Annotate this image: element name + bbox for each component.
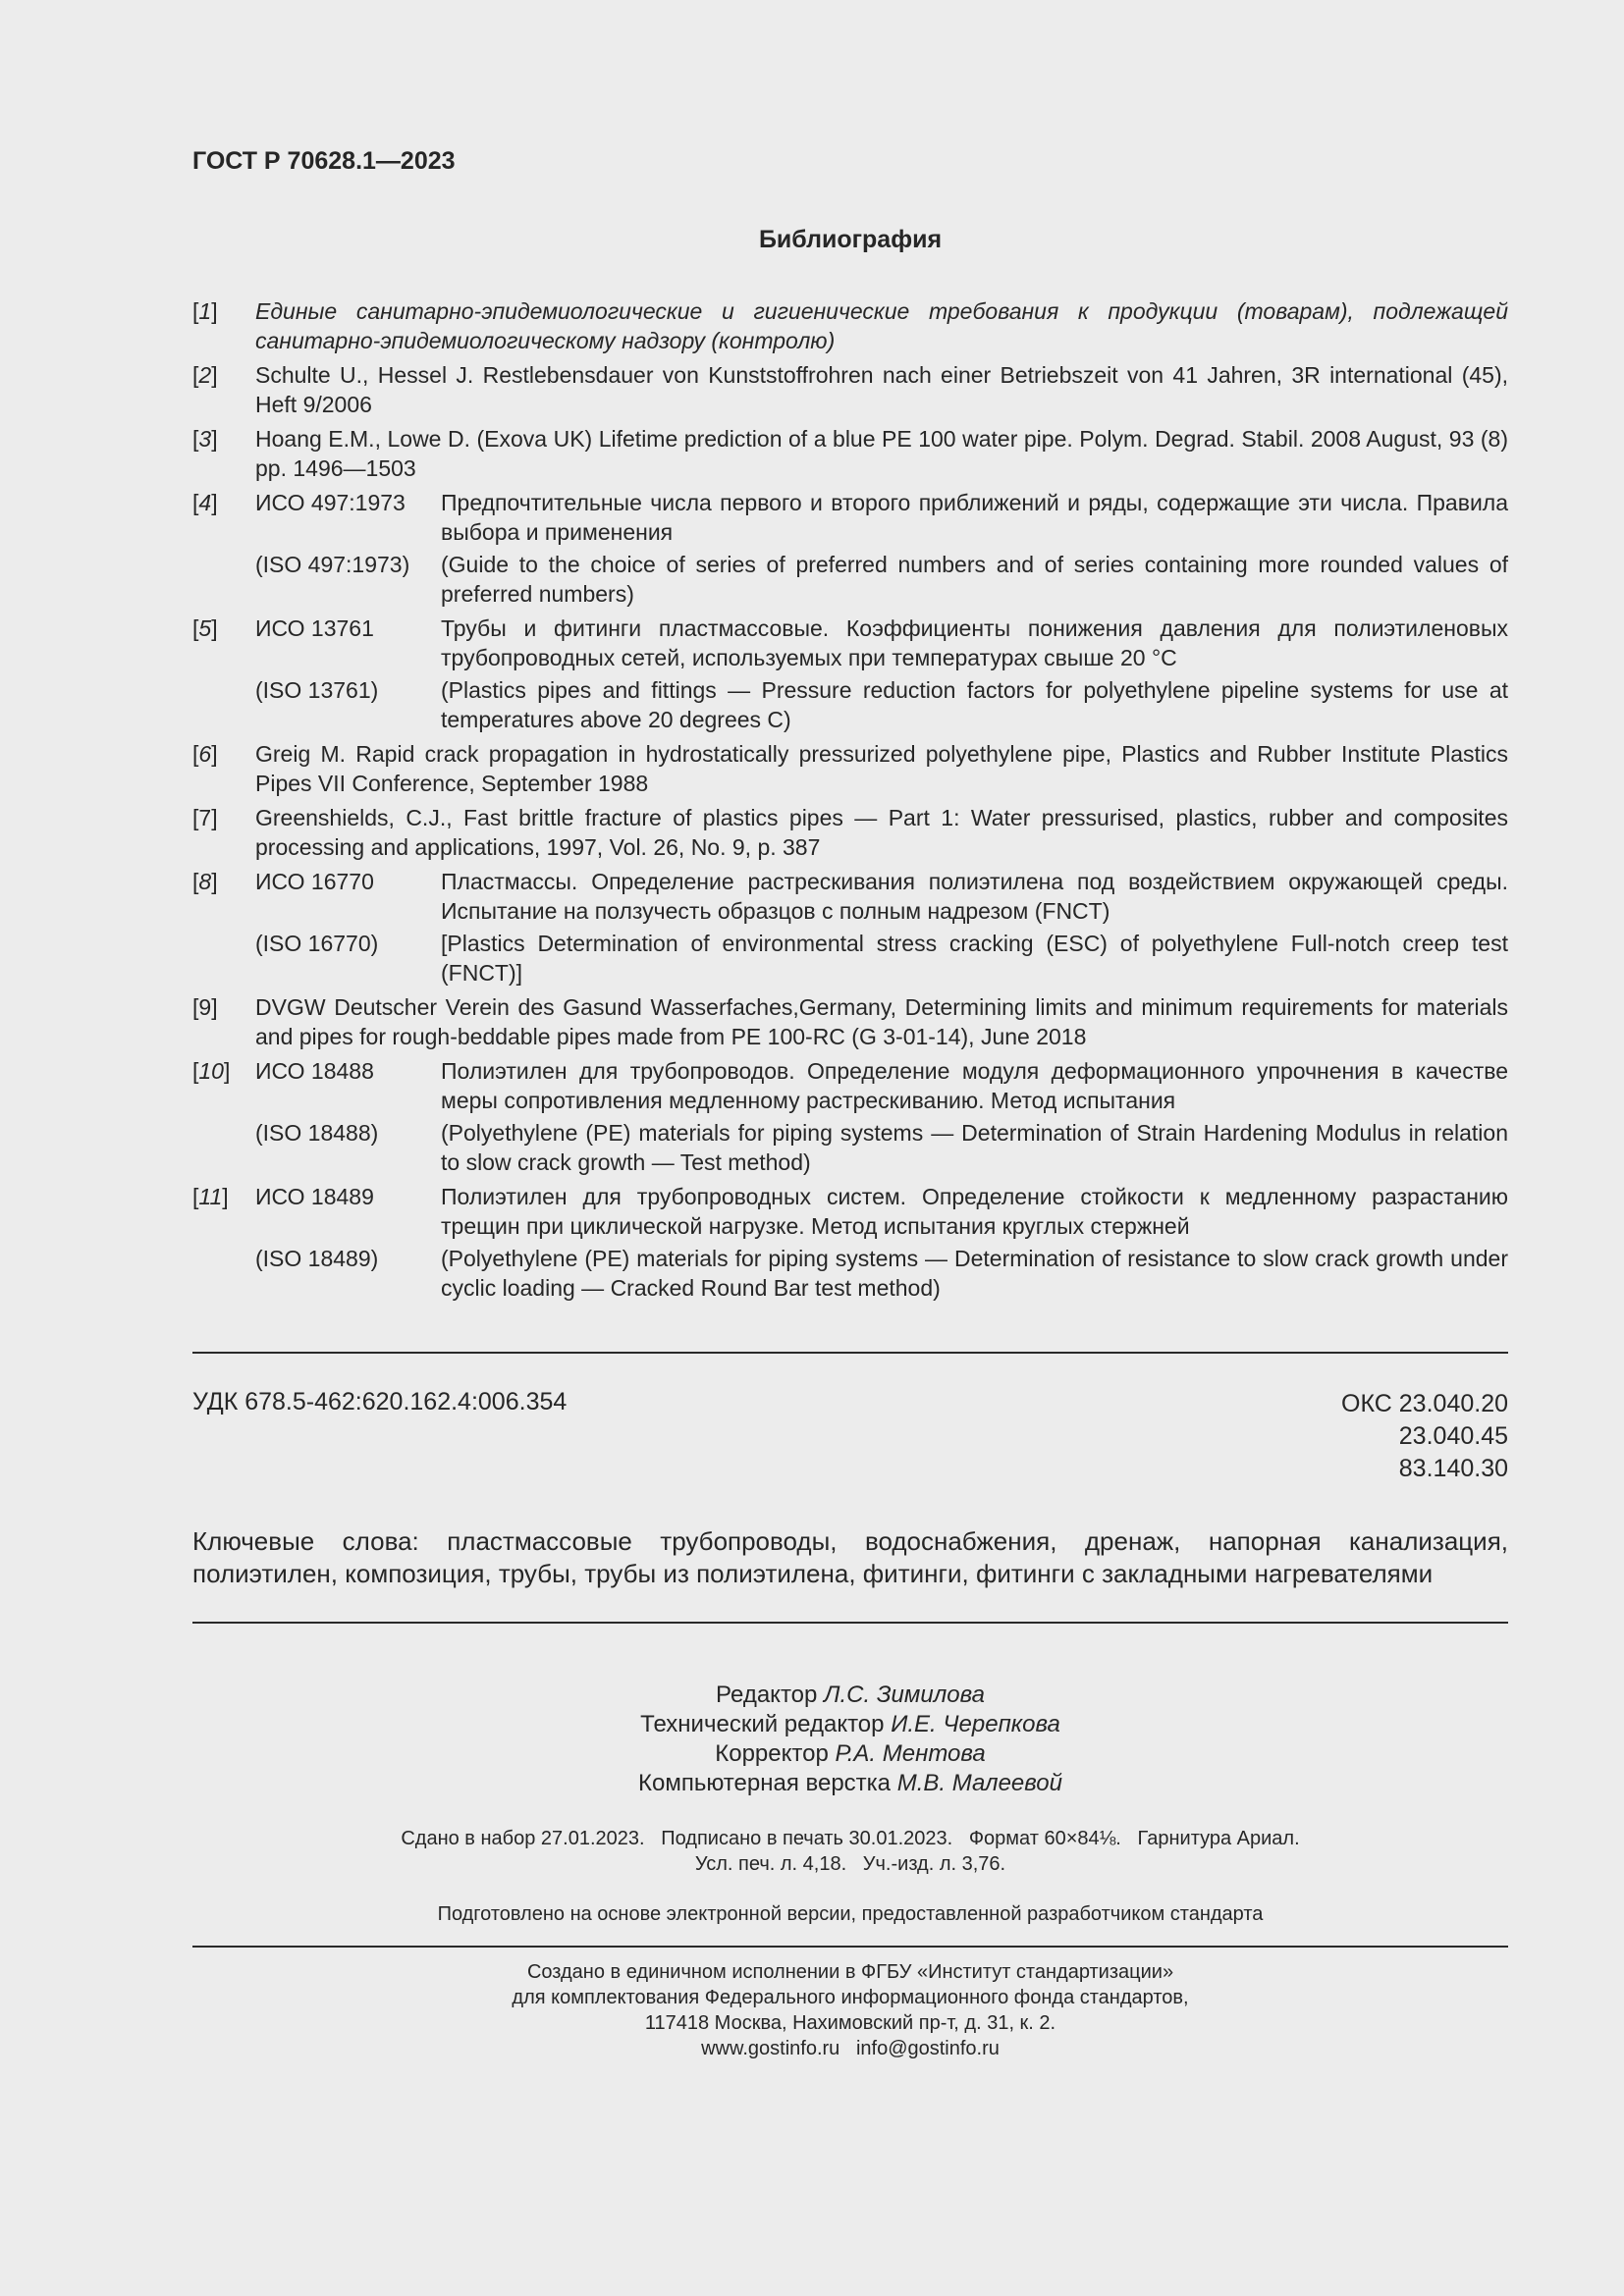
credit-line — [192, 1681, 1508, 1710]
document-code: ГОСТ Р 70628.1—2023 — [192, 147, 456, 175]
credit-line — [192, 1739, 1508, 1769]
credit-name: Л.С. Зимилова — [824, 1682, 985, 1708]
print-info-line: Усл. печ. л. 4,18. Уч.-изд. л. 3,76. — [694, 1853, 1006, 1875]
prepared-note: Подготовлено на основе электронной версии, предоставленной разработчиком стандарта — [437, 1903, 1264, 1925]
entry-number: 8 — [198, 869, 212, 894]
keywords: Ключевые слова: пластмассовые трубопроводы, водоснабжения, дренаж, напорная канализация, полиэтилен, композиция, трубы, трубы из полиэтилена, фитинги, фитинги с закладными нагревателями — [192, 1526, 1508, 1588]
bibliography-entry: [3] Hoang E.M., Lowe D. (Exova UK) Lifetime prediction of a blue PE 100 water pipe. Polym. Degrad. Stabil. 2008 August, 93 (8) pp. 1496—1503 — [192, 426, 1508, 481]
entry-number: 5 — [198, 615, 212, 641]
entry-number: 7 — [198, 805, 212, 830]
credit-role: Редактор — [716, 1682, 818, 1708]
oks-code: 23.040.45 — [1398, 1422, 1508, 1450]
credit-role: Корректор — [715, 1740, 829, 1767]
credit-name: И.Е. Черепкова — [891, 1711, 1060, 1737]
standard-code: ИСО 497:1973 — [255, 490, 406, 515]
oks-code: 23.040.20 — [1398, 1390, 1508, 1417]
standard-code: ИСО 13761 — [255, 615, 374, 641]
oks-code: 83.140.30 — [1398, 1455, 1508, 1482]
entry-number: 4 — [198, 490, 212, 515]
bibliography-entry: [2] Schulte U., Hessel J. Restlebensdauer von Kunststoffrohren nach einer Betriebszeit von 41 Jahren, 3R international (45), Heft 9/2006 — [192, 362, 1508, 417]
entry-text: Greenshields, C.J., Fast brittle fracture of plastics pipes — Part 1: Water pressurised, plastics, rubber and composites processing and applications, 1997, Vol. 26, No. 9, p. 387 — [255, 805, 1508, 860]
bibliography-entry-original — [192, 1118, 1508, 1177]
print-info — [192, 1826, 1508, 1877]
bibliography-entry: [9] DVGW Deutscher Verein des Gasund Wasserfaches,Germany, Determining limits and minimum requirements for materials and pipes for rough-beddable pipes made from PE 100-RC (G 3-01-14), June 2018 — [192, 994, 1508, 1049]
entry-number: 9 — [198, 994, 212, 1020]
publisher-line: 117418 Москва, Нахимовский пр-т, д. 31, к. 2. — [644, 2012, 1056, 2034]
standard-title: Полиэтилен для трубопроводных систем. Определение стойкости к медленному разрастанию трещин при циклической нагрузке. Метод испытания круглых стержней — [441, 1184, 1508, 1239]
standard-code-en: (ISO 18488) — [255, 1120, 379, 1146]
standard-code-en: (ISO 13761) — [255, 677, 379, 703]
bibliography-entry-original — [192, 550, 1508, 609]
udk-code: УДК 678.5-462:620.162.4:006.354 — [192, 1388, 568, 1415]
credit-name: Р.А. Ментова — [835, 1740, 986, 1767]
bibliography-entry: [7] Greenshields, C.J., Fast brittle fracture of plastics pipes — Part 1: Water pressurised, plastics, rubber and composites processing and applications, 1997, Vol. 26, No. 9, p. 387 — [192, 805, 1508, 860]
bibliography-entry: [8] ИСО 16770 Пластмассы. Определение растрескивания полиэтилена под воздействием окружающей среды. Испытание на ползучесть образцов с полным надрезом (FNCT) — [192, 869, 1508, 924]
bibliography-list — [192, 296, 1508, 1308]
standard-title: Полиэтилен для трубопроводов. Определение модуля деформационного упрочнения в качестве меры сопротивления медленному растрескиванию. Метод испытания — [441, 1058, 1508, 1113]
publisher-line: Создано в единичном исполнении в ФГБУ «Институт стандартизации» — [526, 1961, 1174, 1983]
standard-title-en: [Plastics Determination of environmental stress cracking (ESC) of polyethylene Full-notch creep test (FNCT)] — [441, 931, 1508, 986]
credit-role: Технический редактор — [640, 1711, 885, 1737]
bibliography-entry: [4] ИСО 497:1973 Предпочтительные числа первого и второго приближений и ряды, содержащие эти числа. Правила выбора и применения — [192, 490, 1508, 545]
entry-text: Schulte U., Hessel J. Restlebensdauer von Kunststoffrohren nach einer Betriebszeit von 41 Jahren, 3R international (45), Heft 9/2006 — [255, 362, 1508, 417]
bibliography-entry: [10] ИСО 18488 Полиэтилен для трубопроводов. Определение модуля деформационного упрочнения в качестве меры сопротивления медленному растрескиванию. Метод испытания — [192, 1058, 1508, 1113]
entry-text: DVGW Deutscher Verein des Gasund Wasserfaches,Germany, Determining limits and minimum requirements for materials and pipes for rough-beddable pipes made from PE 100-RC (G 3-01-14), June 2018 — [255, 994, 1508, 1049]
bibliography-entry-original — [192, 1244, 1508, 1303]
publisher-info — [192, 1959, 1508, 2061]
divider — [192, 1622, 1508, 1624]
standard-title-en: (Plastics pipes and fittings — Pressure reduction factors for polyethylene pipeline systems for use at temperatures above 20 degrees C) — [441, 677, 1508, 732]
credits — [192, 1681, 1508, 1798]
credit-line — [192, 1769, 1508, 1798]
publisher-line: для комплектования Федерального информационного фонда стандартов, — [512, 1987, 1189, 2008]
standard-code: ИСО 18489 — [255, 1184, 374, 1209]
oks-codes — [1341, 1388, 1508, 1485]
standard-code-en: (ISO 18489) — [255, 1246, 379, 1271]
bibliography-entry: [5] ИСО 13761 Трубы и фитинги пластмассовые. Коэффициенты понижения давления для полиэтиленовых трубопроводных сетей, используемых при температурах свыше 20 °С — [192, 615, 1508, 670]
bibliography-entry-original — [192, 929, 1508, 988]
print-info-line: Сдано в набор 27.01.2023. Подписано в печать 30.01.2023. Формат 60×84⅛. Гарнитура Ариал. — [401, 1828, 1300, 1849]
standard-title-en: (Guide to the choice of series of preferred numbers and of series containing more rounded values of preferred numbers) — [441, 552, 1508, 607]
standard-code-en: (ISO 497:1973) — [255, 552, 410, 577]
entry-number: 2 — [198, 362, 212, 388]
divider — [192, 1352, 1508, 1354]
oks-label: ОКС — [1341, 1390, 1392, 1417]
credit-role: Компьютерная верстка — [638, 1770, 892, 1796]
standard-code: ИСО 16770 — [255, 869, 374, 894]
entry-number: 11 — [198, 1184, 223, 1209]
standard-title-en: (Polyethylene (PE) materials for piping systems — Determination of Strain Hardening Modulus in relation to slow crack growth — Test method) — [441, 1120, 1508, 1175]
bibliography-entry: [6] Greig M. Rapid crack propagation in hydrostatically pressurized polyethylene pipe, Plastics and Rubber Institute Plastics Pipes VII Conference, September 1988 — [192, 741, 1508, 796]
standard-title: Предпочтительные числа первого и второго приближений и ряды, содержащие эти числа. Правила выбора и применения — [441, 490, 1508, 545]
bibliography-entry: [11] ИСО 18489 Полиэтилен для трубопроводных систем. Определение стойкости к медленному разрастанию трещин при циклической нагрузке. Метод испытания круглых стержней — [192, 1184, 1508, 1239]
standard-title: Трубы и фитинги пластмассовые. Коэффициенты понижения давления для полиэтиленовых трубопроводных сетей, используемых при температурах свыше 20 °С — [441, 615, 1508, 670]
divider — [192, 1946, 1508, 1948]
standard-code: ИСО 18488 — [255, 1058, 374, 1084]
standard-title: Пластмассы. Определение растрескивания полиэтилена под воздействием окружающей среды. Испытание на ползучесть образцов с полным надрезом (FNCT) — [441, 869, 1508, 924]
publisher-contacts: www.gostinfo.ru info@gostinfo.ru — [701, 2038, 1000, 2059]
entry-number: 10 — [198, 1058, 224, 1084]
entry-text: Единые санитарно-эпидемиологические и гигиенические требования к продукции (товарам), подлежащей санитарно-эпидемиологическому надзору (контролю) — [255, 298, 1508, 353]
entry-number: 6 — [198, 741, 212, 767]
bibliography-entry-original — [192, 675, 1508, 734]
credit-name: М.В. Малеевой — [896, 1770, 1062, 1796]
entry-text: Hoang E.M., Lowe D. (Exova UK) Lifetime prediction of a blue PE 100 water pipe. Polym. Degrad. Stabil. 2008 August, 93 (8) pp. 1496—1503 — [255, 426, 1508, 481]
bibliography-entry: [1] Единые санитарно-эпидемиологические и гигиенические требования к продукции (товарам), подлежащей санитарно-эпидемиологическому надзору (контролю) — [192, 298, 1508, 353]
entry-number: 1 — [198, 298, 212, 324]
standard-code-en: (ISO 16770) — [255, 931, 379, 956]
entry-text: Greig M. Rapid crack propagation in hydrostatically pressurized polyethylene pipe, Plastics and Rubber Institute Plastics Pipes VII Conference, September 1988 — [255, 741, 1508, 796]
standard-title-en: (Polyethylene (PE) materials for piping systems — Determination of resistance to slow crack growth under cyclic loading — Cracked Round Bar test method) — [441, 1246, 1508, 1301]
bibliography-title: Библиография — [758, 226, 943, 253]
credit-line — [192, 1710, 1508, 1739]
entry-number: 3 — [198, 426, 212, 452]
